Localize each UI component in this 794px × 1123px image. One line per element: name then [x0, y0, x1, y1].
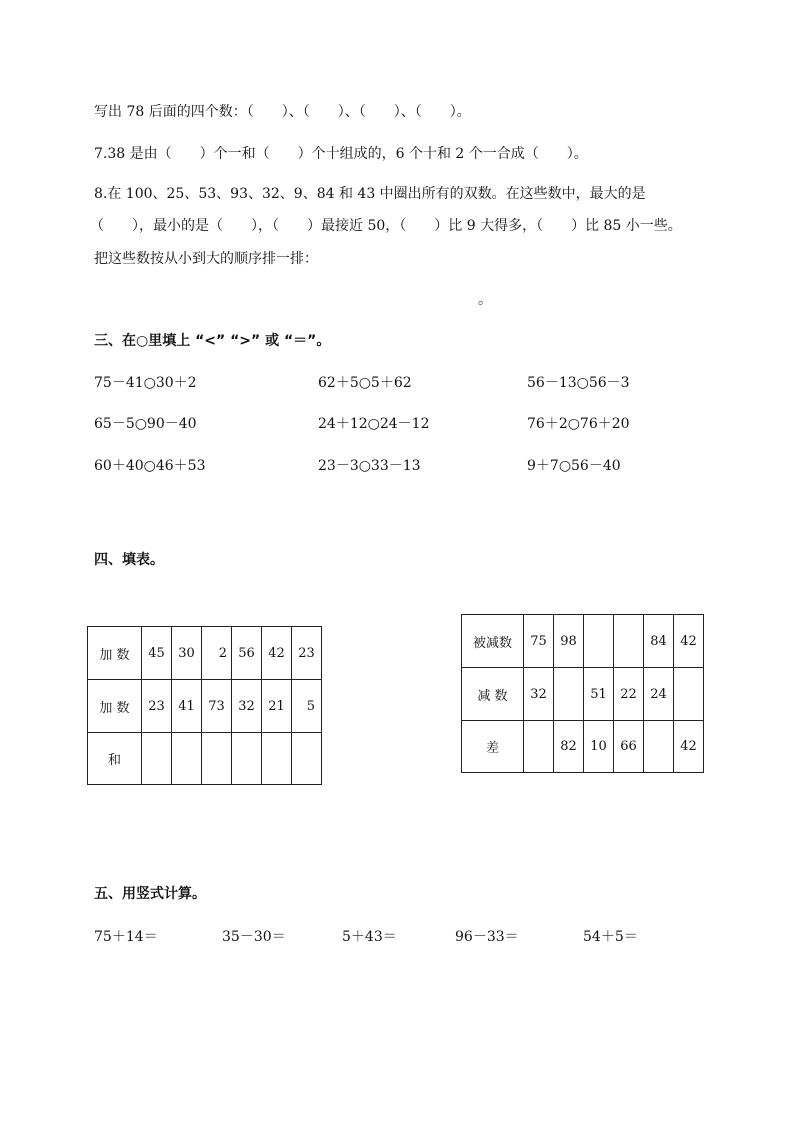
- table-cell: [674, 668, 704, 721]
- table-cell: [172, 733, 202, 785]
- table-cell: [142, 733, 172, 785]
- table-cell: 23: [142, 680, 172, 733]
- row-header: 差: [462, 721, 524, 773]
- table-cell: 42: [674, 615, 704, 668]
- table-cell: 66: [614, 721, 644, 773]
- table-cell: 73: [202, 680, 232, 733]
- table-cell: 51: [584, 668, 614, 721]
- section3-title: 三、在○里填上 “<” “>” 或 “＝”。: [94, 333, 331, 349]
- compare-item: 62＋5○5＋62: [318, 375, 412, 391]
- table-cell: 23: [292, 627, 322, 680]
- compare-item: 24＋12○24－12: [318, 416, 430, 432]
- fill-line-6: 。: [478, 292, 492, 308]
- row-header: 加 数: [88, 627, 142, 680]
- section5-title: 五、用竖式计算。: [94, 886, 206, 902]
- table-cell: 24: [644, 668, 674, 721]
- table-cell: 21: [262, 680, 292, 733]
- addition-table: [87, 626, 322, 785]
- calc-item: 35－30＝: [222, 929, 286, 945]
- row-header: 减 数: [462, 668, 524, 721]
- calc-item: 96－33＝: [455, 929, 519, 945]
- table-cell: [554, 668, 584, 721]
- fill-line-5: 把这些数按从小到大的顺序排一排：: [94, 251, 318, 267]
- table-cell: 98: [554, 615, 584, 668]
- table-cell: 10: [584, 721, 614, 773]
- table-cell: 45: [142, 627, 172, 680]
- compare-item: 75－41○30＋2: [94, 375, 197, 391]
- compare-item: 65－5○90－40: [94, 416, 197, 432]
- table-cell: 32: [524, 668, 554, 721]
- table-cell: 32: [232, 680, 262, 733]
- table-cell: 2: [202, 627, 232, 680]
- compare-item: 56－13○56－3: [527, 375, 630, 391]
- table-cell: [614, 615, 644, 668]
- compare-item: 76＋2○76＋20: [527, 416, 630, 432]
- section4-title: 四、填表。: [94, 552, 164, 568]
- table-cell: 41: [172, 680, 202, 733]
- table-cell: 42: [262, 627, 292, 680]
- table-cell: [202, 733, 232, 785]
- fill-line-4: （ ），最小的是（ ），（ ）最接近 50，（ ）比 9 大得多，（ ）比 85 小一些。: [90, 218, 682, 234]
- row-header: 加 数: [88, 680, 142, 733]
- table-cell: 5: [292, 680, 322, 733]
- table-cell: [584, 615, 614, 668]
- table-cell: 42: [674, 721, 704, 773]
- table-cell: [292, 733, 322, 785]
- calc-item: 75＋14＝: [94, 929, 158, 945]
- table-cell: 82: [554, 721, 584, 773]
- compare-item: 60＋40○46＋53: [94, 458, 206, 474]
- table-cell: [524, 721, 554, 773]
- compare-item: 9＋7○56－40: [527, 458, 621, 474]
- fill-line-1: 写出 78 后面的四个数：（ ）、（ ）、（ ）、（ ）。: [94, 104, 471, 120]
- compare-item: 23－3○33－13: [318, 458, 421, 474]
- table-cell: 56: [232, 627, 262, 680]
- fill-line-3: 8.在 100、25、53、93、32、9、84 和 43 中圈出所有的双数。在这些数中，最大的是: [94, 186, 646, 202]
- table-cell: 75: [524, 615, 554, 668]
- subtraction-table: [461, 614, 704, 773]
- row-header: 和: [88, 733, 142, 785]
- table-cell: 22: [614, 668, 644, 721]
- calc-item: 5＋43＝: [342, 929, 397, 945]
- table-cell: [232, 733, 262, 785]
- table-cell: [644, 721, 674, 773]
- row-header: 被减数: [462, 615, 524, 668]
- table-cell: [262, 733, 292, 785]
- table-cell: 30: [172, 627, 202, 680]
- fill-line-2: 7.38 是由（ ）个一和（ ）个十组成的，6 个十和 2 个一合成（ ）。: [94, 146, 588, 162]
- calc-item: 54＋5＝: [583, 929, 638, 945]
- table-cell: 84: [644, 615, 674, 668]
